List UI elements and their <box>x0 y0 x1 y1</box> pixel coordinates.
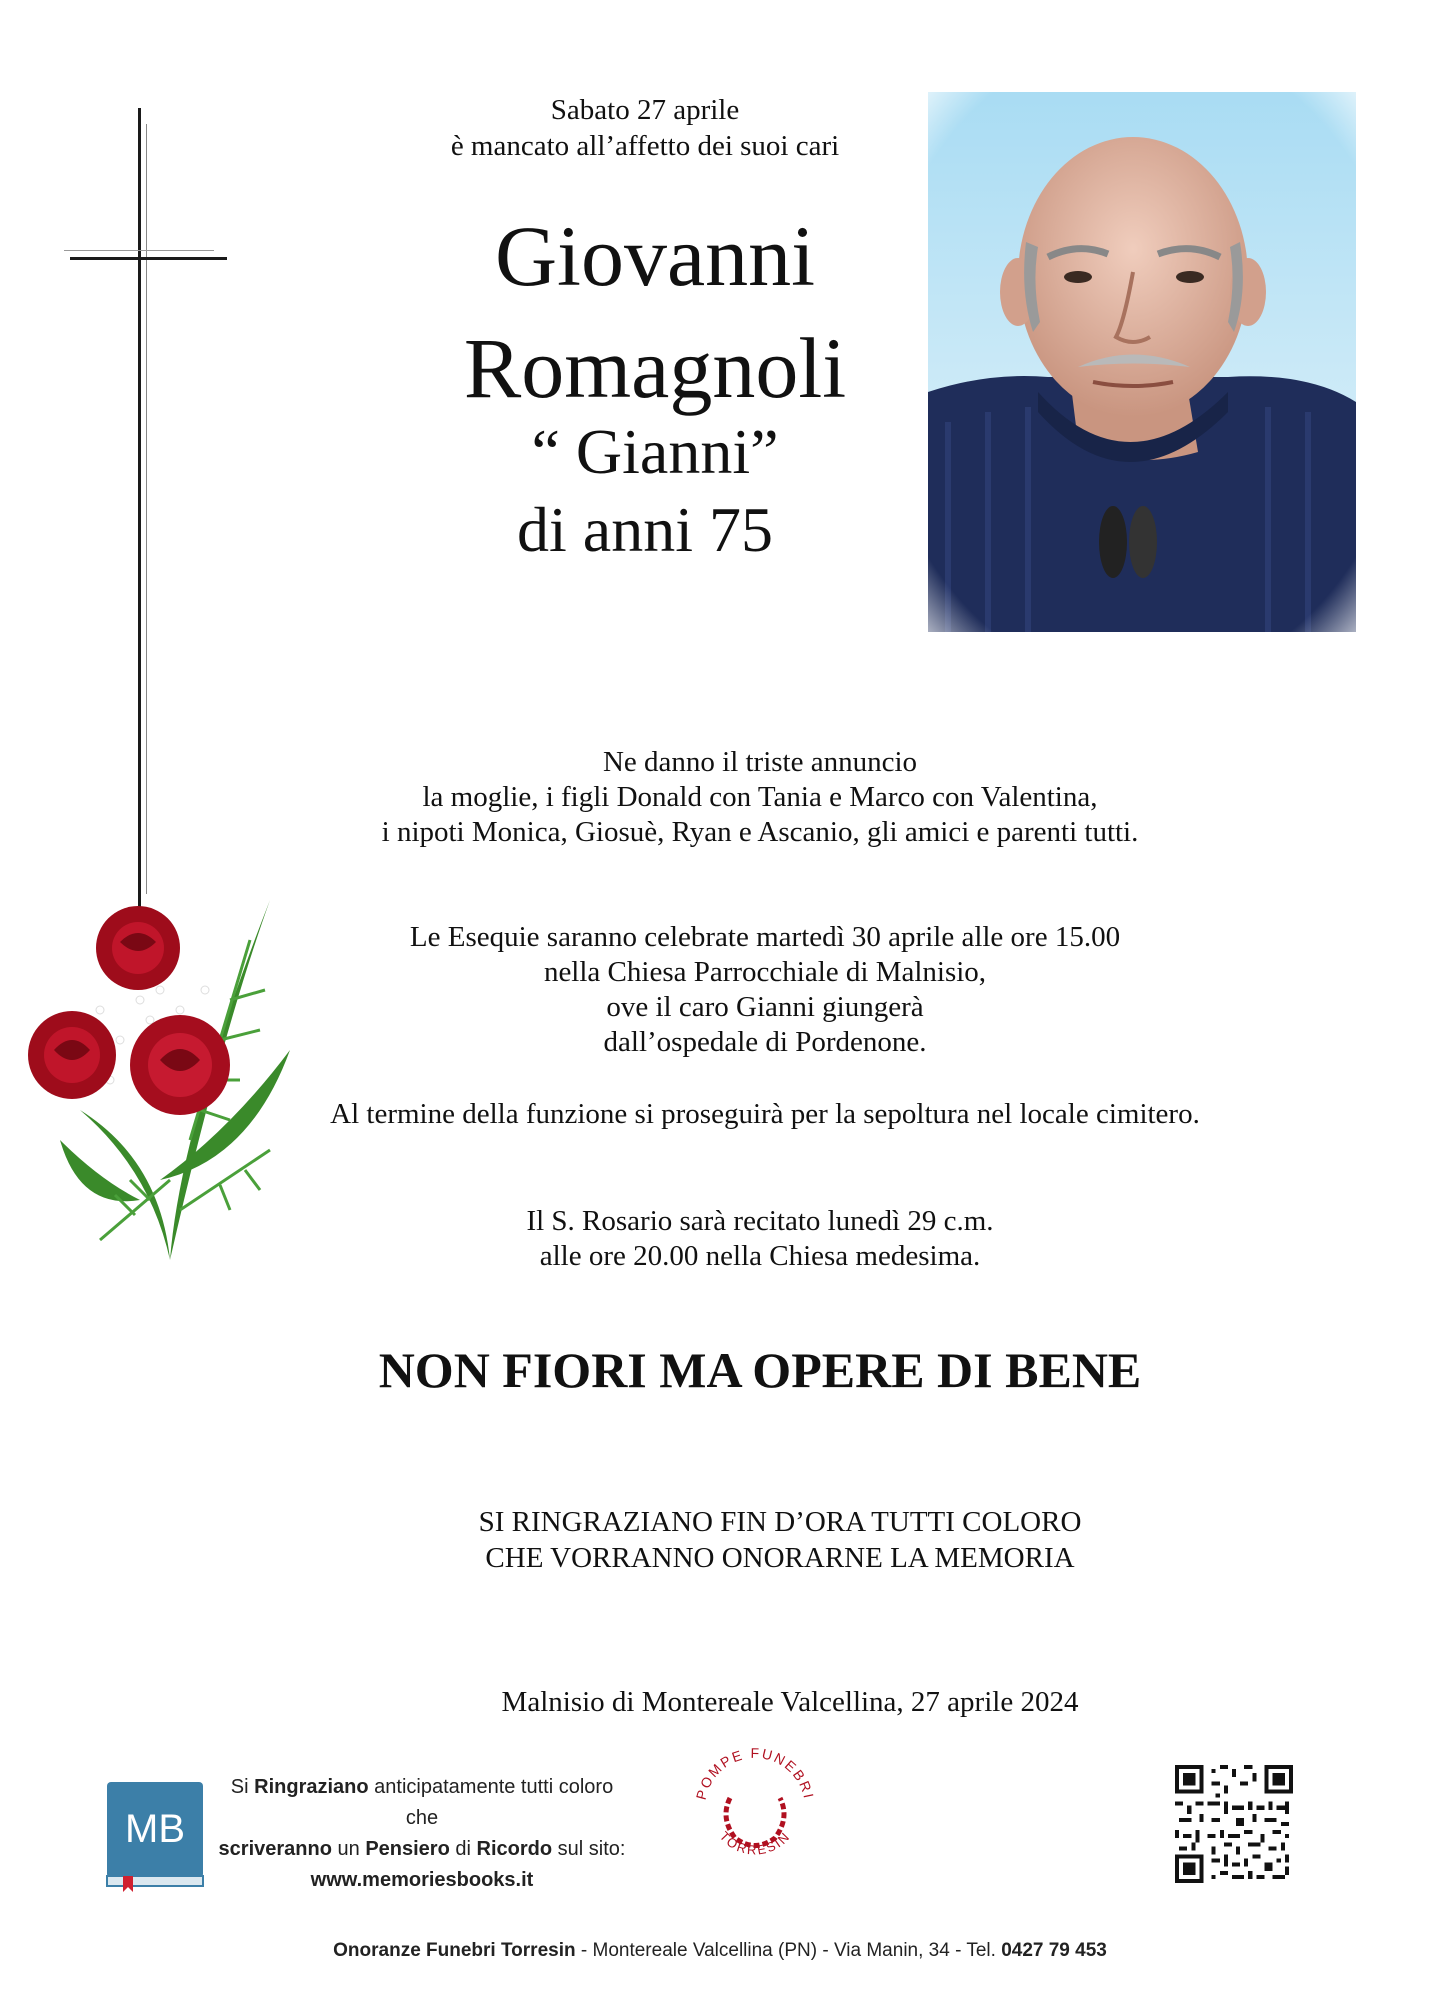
mb-word: Pensiero <box>365 1838 450 1860</box>
funeral-line: ove il caro Gianni giungerà <box>606 991 924 1023</box>
mb-word: anticipatamente tutti coloro che <box>374 1776 614 1829</box>
nickname: “ Gianni” <box>531 416 779 487</box>
thanks-line: CHE VORRANNO ONORARNE LA MEMORIA <box>485 1542 1075 1574</box>
mb-word: scriveranno <box>218 1838 332 1860</box>
mb-word: Si <box>230 1776 249 1798</box>
mb-word: Ringraziano <box>254 1776 369 1798</box>
mb-word: sul sito: <box>557 1838 626 1860</box>
thanks-line: SI RINGRAZIANO FIN D’ORA TUTTI COLORO <box>478 1506 1082 1538</box>
intro-date: Sabato 27 aprile <box>550 94 740 126</box>
footer-address: - Montereale Valcellina (PN) - Via Manin, 34 - Tel. <box>575 1940 1002 1961</box>
memoriesbooks-logo[interactable] <box>105 1780 205 1893</box>
deceased-name <box>380 200 930 424</box>
cross-horizontal-shadow <box>64 250 214 251</box>
funeral-details <box>250 920 1280 1060</box>
pf-top-text: POMPE FUNEBRI <box>692 1744 818 1802</box>
rosary-details <box>300 1204 1220 1274</box>
announcement-line: i nipoti Monica, Giosuè, Ryan e Ascanio, gli amici e parenti tutti. <box>381 816 1139 848</box>
last-name: Romagnoli <box>463 320 847 416</box>
mb-word: di <box>455 1838 471 1860</box>
thanks-note <box>330 1504 1230 1576</box>
footer-phone: 0427 79 453 <box>1001 1940 1107 1961</box>
burial-note: Al termine della funzione si proseguirà per la sepoltura nel locale cimitero. <box>330 1098 1200 1130</box>
funeral-line: nella Chiesa Parrocchiale di Malnisio, <box>543 956 987 988</box>
announcement-line: Ne danno il triste annuncio <box>602 746 918 778</box>
announcement <box>260 745 1260 850</box>
cross-vertical-shadow <box>146 124 147 894</box>
intro-sentence: è mancato all’affetto dei suoi cari <box>450 130 840 162</box>
mb-word: un <box>337 1838 360 1860</box>
intro-text <box>380 92 910 164</box>
memoriesbooks-text <box>212 1772 632 1896</box>
portrait-photo <box>928 92 1356 632</box>
cross-vertical-beam <box>138 108 141 908</box>
mb-logo-text: MB <box>125 1807 185 1851</box>
svg-text:POMPE FUNEBRI <box>693 1745 818 1801</box>
first-name: Giovanni <box>494 208 816 304</box>
cross-horizontal-beam <box>70 257 227 260</box>
qr-code-icon[interactable] <box>1175 1765 1293 1883</box>
footer <box>120 1940 1320 1962</box>
age: di anni 75 <box>517 494 773 565</box>
memoriesbooks-url[interactable]: www.memoriesbooks.it <box>310 1869 534 1891</box>
place-date: Malnisio di Montereale Valcellina, 27 aprile 2024 <box>501 1686 1079 1718</box>
no-flowers-request: NON FIORI MA OPERE DI BENE <box>378 1342 1142 1398</box>
rosary-line: alle ore 20.00 nella Chiesa medesima. <box>539 1240 981 1272</box>
mb-word: Ricordo <box>476 1838 553 1860</box>
announcement-line: la moglie, i figli Donald con Tania e Marco con Valentina, <box>422 781 1098 813</box>
funeral-line: dall’ospedale di Pordenone. <box>603 1026 927 1058</box>
portrait-illustration <box>928 92 1356 632</box>
footer-company: Onoranze Funebri Torresin <box>333 1940 576 1961</box>
pompe-funebri-logo <box>690 1738 820 1878</box>
pf-bottom-text: TORRESIN <box>716 1828 794 1858</box>
funeral-line: Le Esequie saranno celebrate martedì 30 aprile alle ore 15.00 <box>409 921 1121 953</box>
svg-text:TORRESIN <box>717 1828 794 1857</box>
rosary-line: Il S. Rosario sarà recitato lunedì 29 c.m. <box>526 1205 994 1237</box>
